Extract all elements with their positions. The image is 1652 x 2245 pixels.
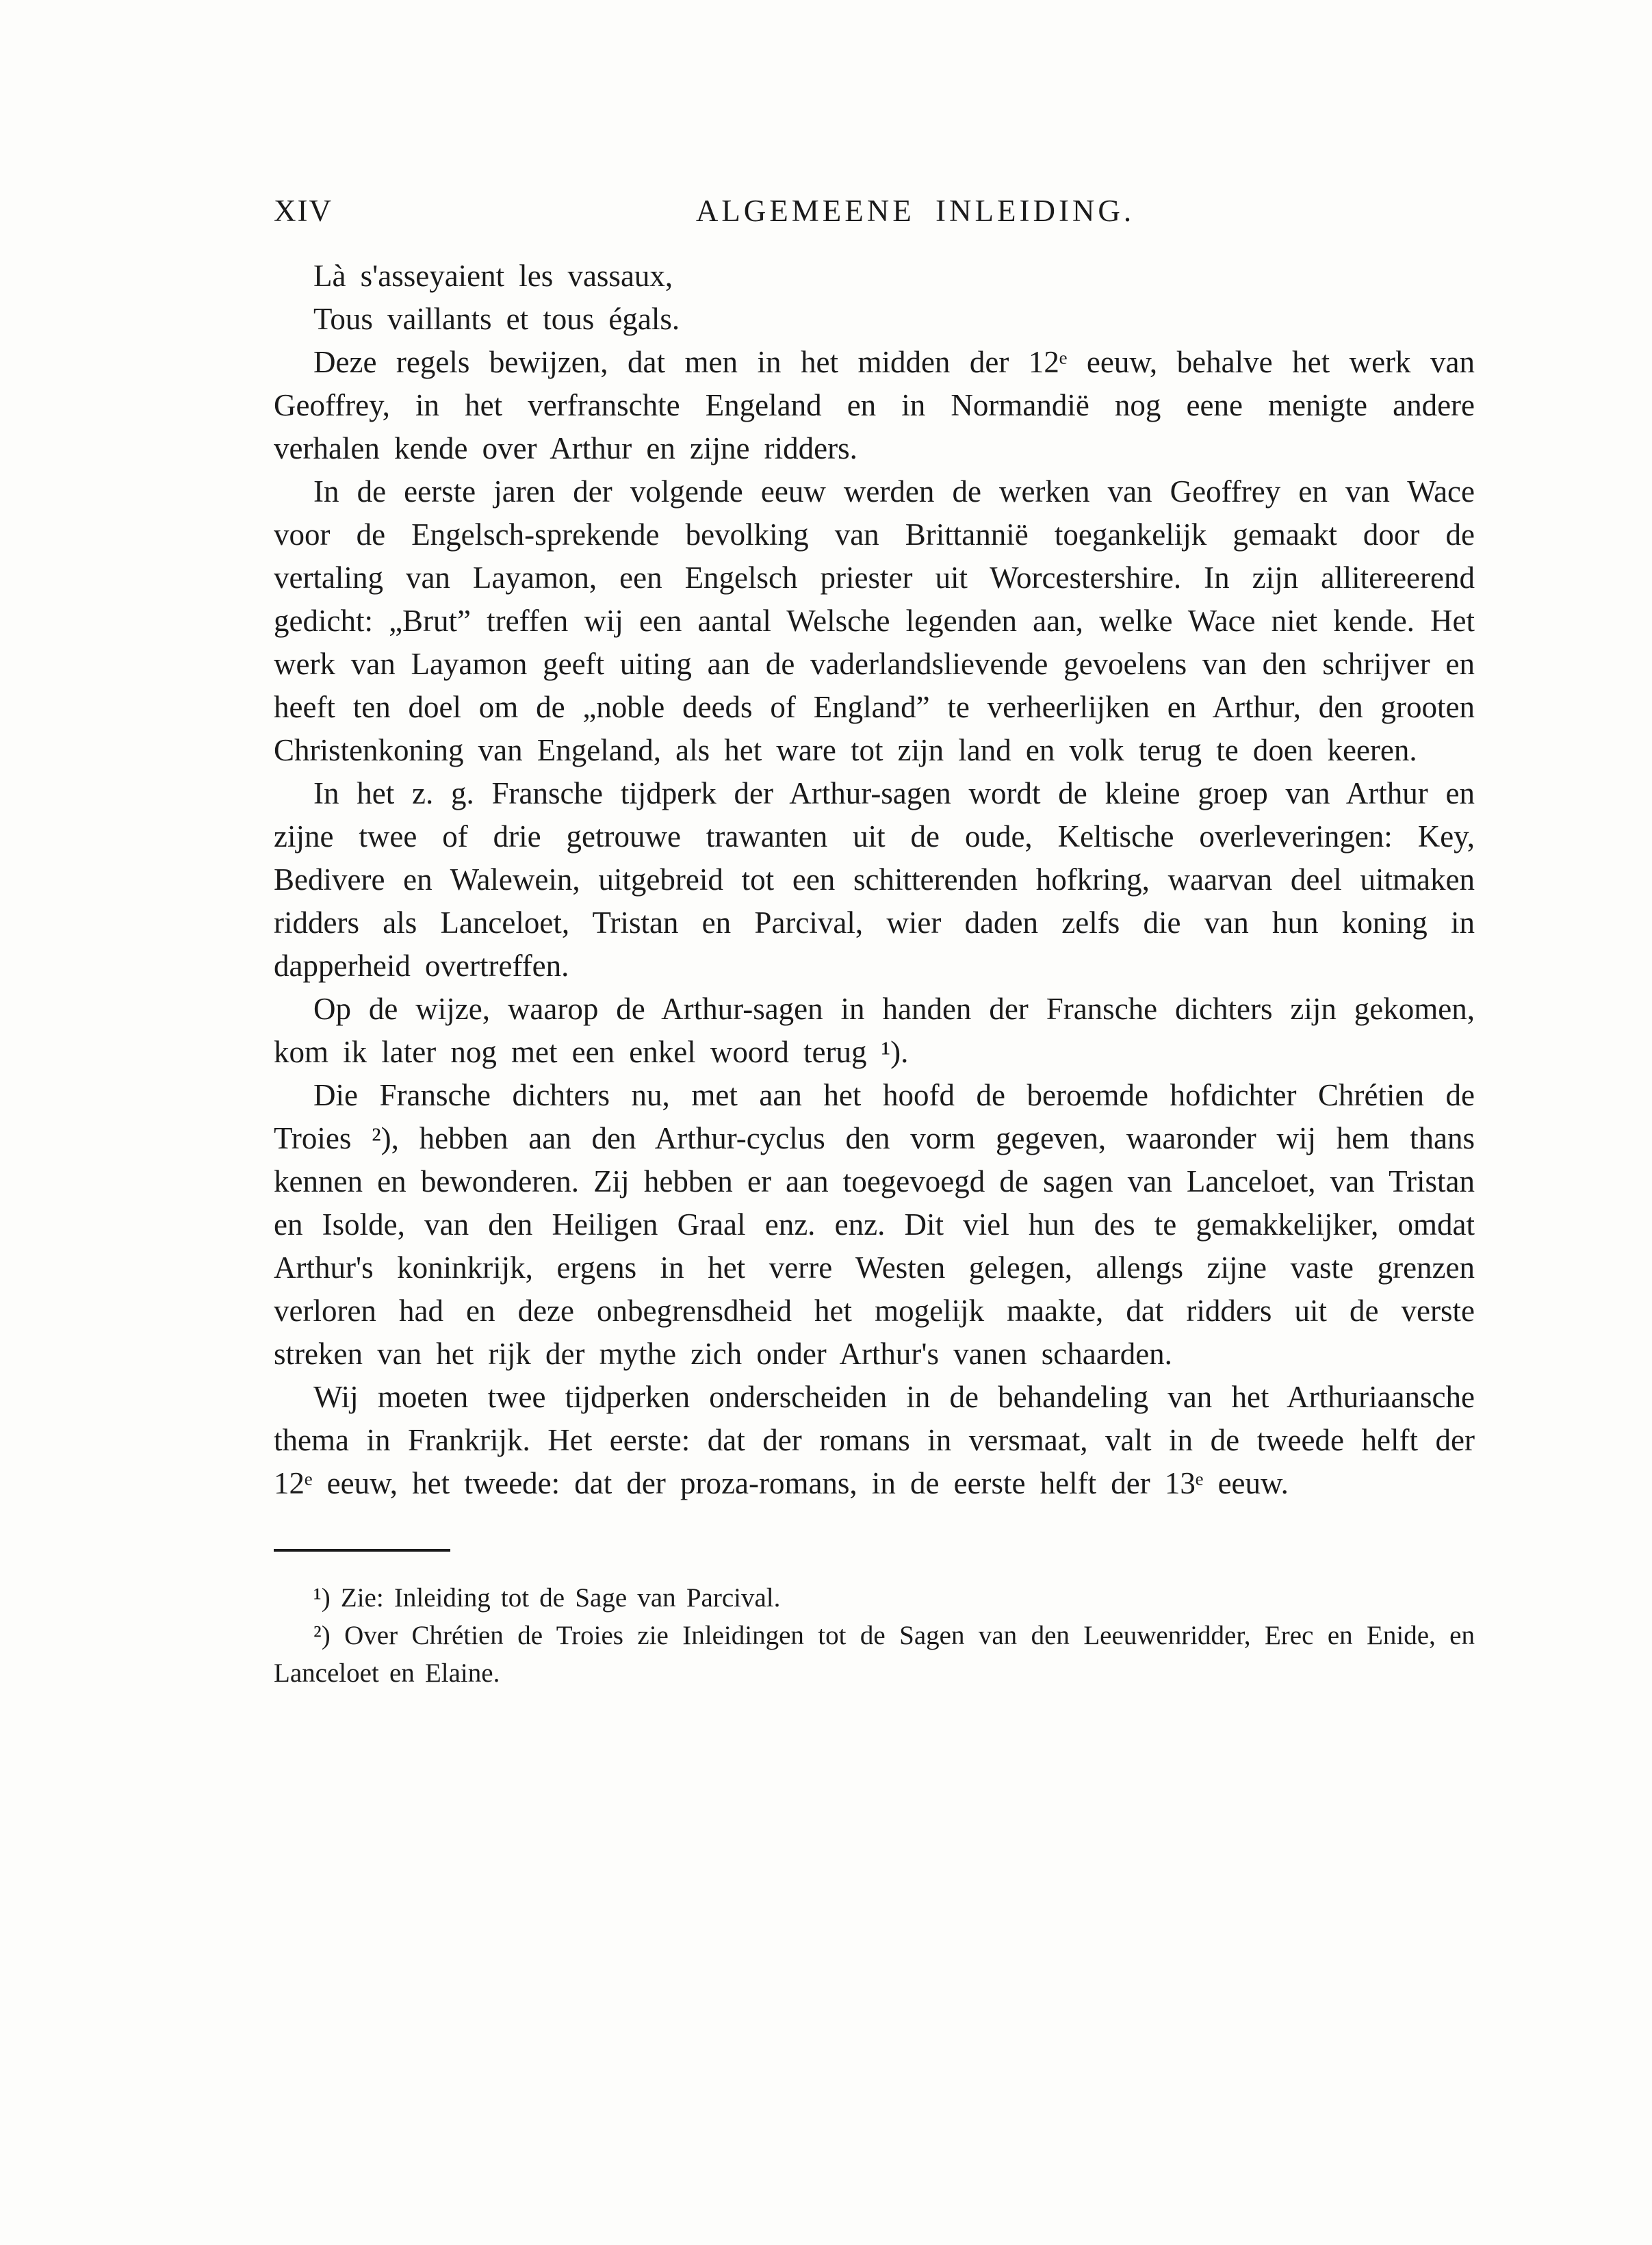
verse-line: Tous vaillants et tous égals. [313,302,680,336]
paragraph: Die Fransche dichters nu, met aan het hoofd de beroemde hofdichter Chrétien de Troies ²), hebben aan den Arthur-cyclus den vorm gegeven, waaronder wij hem thans kennen en bewonderen. Zij hebben er aan toegevoegd de sagen van Lanceloet, van Tristan en Isolde, van den Heiligen Graal enz. enz. Dit viel hun des te gemakkelijker, omdat Arthur's koninkrijk, ergens in het verre Westen gelegen, allengs zijne vaste grenzen verloren had en deze onbegrensdheid het mogelijk maakte, dat ridders uit de verste streken van het rijk der mythe zich onder Arthur's vanen schaarden. [274,1078,1475,1371]
body-text [274,255,1475,1505]
paragraph: Deze regels bewijzen, dat men in het midden der 12ᵉ eeuw, behalve het werk van Geoffrey, in het verfranschte Engeland en in Normandië nog eene menigte andere verhalen kende over Arthur en zijne ridders. [274,345,1475,465]
footnote: ²) Over Chrétien de Troies zie Inleidingen tot de Sagen van den Leeuwenridder, Erec en Enide, en Lanceloet en Elaine. [274,1621,1475,1688]
paragraph: In het z. g. Fransche tijdperk der Arthur-sagen wordt de kleine groep van Arthur en zijne twee of drie getrouwe trawanten uit de oude, Keltische overleveringen: Key, Bedivere en Walewein, uitgebreid tot een schitterenden hofkring, waarvan deel uitmaken ridders als Lanceloet, Tristan en Parcival, wier daden zelfs die van hun koning in dapperheid overtreffen. [274,776,1475,983]
page-number: XIV [274,194,333,228]
text-block [274,193,1475,1692]
running-title: ALGEMEENE INLEIDING. [695,194,1135,228]
paragraph: In de eerste jaren der volgende eeuw werden de werken van Geoffrey en van Wace voor de Engelsch-sprekende bevolking van Brittannië toegankelijk gemaakt door de vertaling van Layamon, een Engelsch priester uit Worcestershire. In zijn allitereerend gedicht: „Brut” treffen wij een aantal Welsche legenden aan, welke Wace niet kende. Het werk van Layamon geeft uiting aan de vaderlandslievende gevoelens van den schrijver en heeft ten doel om de „noble deeds of England” te verheerlijken en Arthur, den grooten Christenkoning van Engeland, als het ware tot zijn land en volk terug te doen keeren. [274,474,1475,767]
paragraph: Wij moeten twee tijdperken onderscheiden in de behandeling van het Arthuriaansche thema in Frankrijk. Het eerste: dat der romans in versmaat, valt in de tweede helft der 12ᵉ eeuw, het tweede: dat der proza-romans, in de eerste helft der 13ᵉ eeuw. [274,1380,1475,1500]
footnote: ¹) Zie: Inleiding tot de Sage van Parcival. [313,1583,781,1613]
running-head [274,193,1475,229]
paragraph: Op de wijze, waarop de Arthur-sagen in handen der Fransche dichters zijn gekomen, kom ik later nog met een enkel woord terug ¹). [274,992,1475,1069]
footnotes [274,1579,1475,1692]
footnote-divider [274,1549,450,1552]
verse-line: Là s'asseyaient les vassaux, [313,259,673,293]
